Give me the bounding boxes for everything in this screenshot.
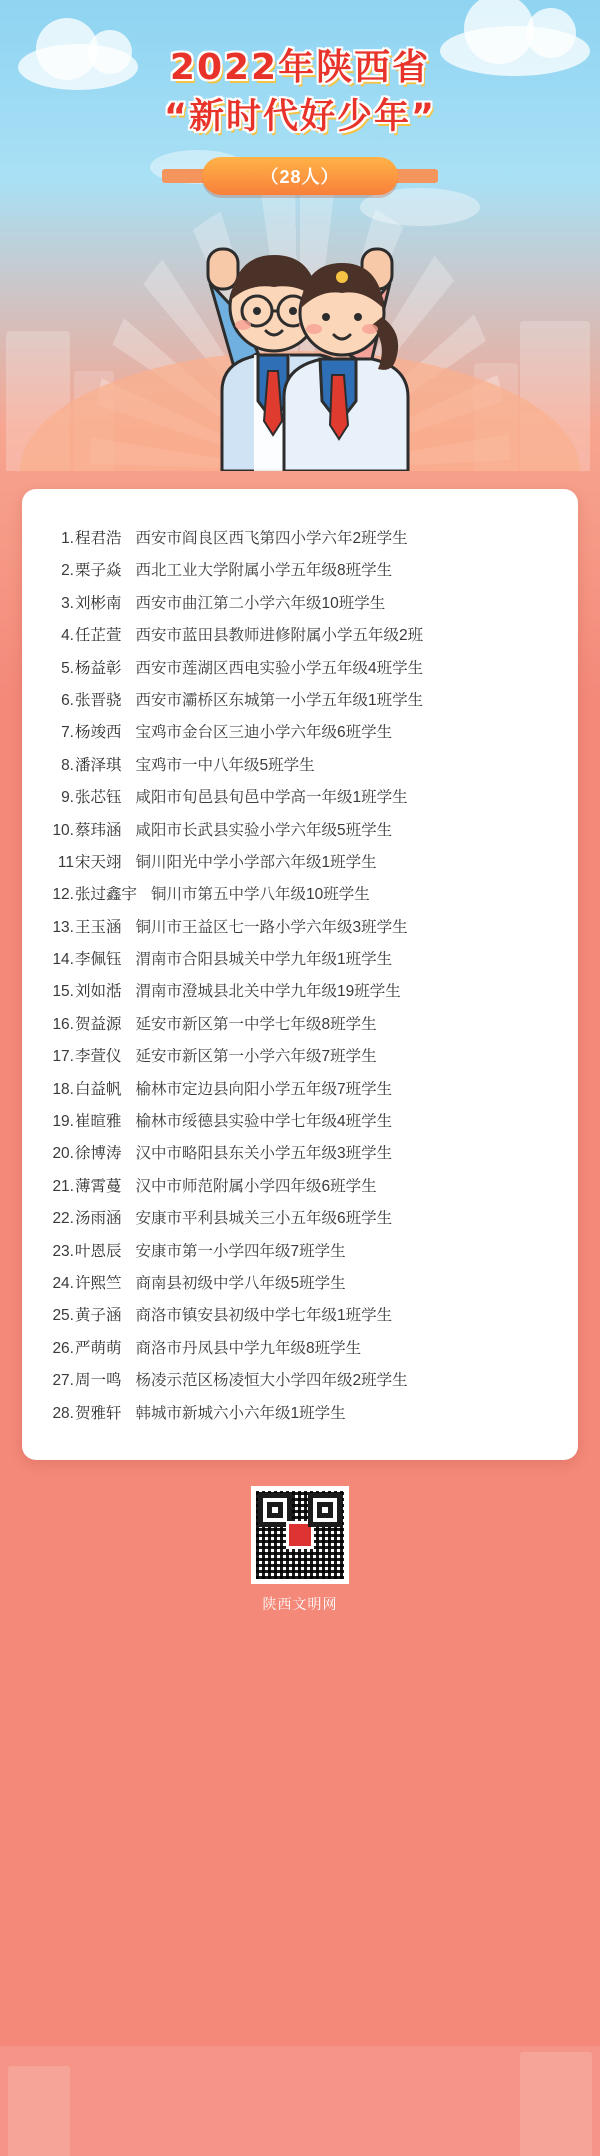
qr-code-icon[interactable]	[251, 1486, 349, 1584]
item-index: 22.	[52, 1210, 74, 1228]
page-title-line-1: 2022年陕西省	[169, 47, 431, 88]
list-item	[36, 1268, 564, 1300]
list-item	[36, 1333, 564, 1365]
list-item	[36, 976, 564, 1008]
item-name: 王玉涵	[75, 918, 122, 936]
list-item	[36, 1138, 564, 1170]
item-index: 20.	[52, 1145, 74, 1163]
list-item	[36, 750, 564, 782]
item-name: 严萌萌	[75, 1339, 122, 1357]
item-name: 白益帆	[75, 1080, 122, 1098]
poster-footer	[0, 1486, 600, 1632]
list-item	[36, 1397, 564, 1429]
poster-header	[0, 0, 600, 195]
item-name: 张过鑫宇	[75, 886, 138, 904]
item-school: 汉中市略阳县东关小学五年级3班学生	[135, 1145, 393, 1163]
list-item	[36, 1073, 564, 1105]
item-index: 6.	[61, 691, 74, 709]
item-name: 栗子焱	[75, 562, 122, 580]
item-index: 26.	[52, 1339, 74, 1357]
honoree-list	[36, 523, 564, 1430]
item-index: 7.	[61, 724, 74, 742]
item-school: 西安市阎良区西飞第四小学六年2班学生	[135, 529, 408, 547]
footer-skyline	[0, 2046, 600, 2156]
item-school: 西北工业大学附属小学五年级8班学生	[135, 562, 393, 580]
item-index: 15.	[52, 983, 74, 1001]
list-item	[36, 944, 564, 976]
item-school: 延安市新区第一小学六年级7班学生	[135, 1048, 377, 1066]
list-item	[36, 523, 564, 555]
item-name: 周一鸣	[75, 1372, 122, 1390]
list-item	[36, 1300, 564, 1332]
item-index: 11	[57, 853, 74, 871]
item-index: 21.	[52, 1177, 74, 1195]
item-name: 薄霄蔓	[75, 1177, 122, 1195]
building-shape	[520, 2052, 592, 2156]
item-name: 杨竣西	[75, 724, 122, 742]
item-name: 潘泽琪	[75, 756, 122, 774]
item-index: 17.	[52, 1048, 74, 1066]
item-school: 延安市新区第一中学七年级8班学生	[135, 1015, 377, 1033]
item-index: 23.	[52, 1242, 74, 1260]
list-item	[36, 588, 564, 620]
item-school: 铜川市第五中学八年级10班学生	[151, 886, 370, 904]
item-school: 西安市曲江第二小学六年级10班学生	[135, 594, 386, 612]
list-item	[36, 1106, 564, 1138]
item-index: 2.	[61, 562, 74, 580]
building-shape	[8, 2066, 70, 2156]
item-name: 宋天翊	[75, 853, 122, 871]
item-index: 9.	[61, 789, 74, 807]
item-name: 刘彬南	[75, 594, 122, 612]
item-index: 3.	[61, 594, 74, 612]
item-name: 程君浩	[75, 529, 122, 547]
list-item	[36, 1171, 564, 1203]
item-school: 铜川阳光中学小学部六年级1班学生	[135, 853, 377, 871]
list-item	[36, 555, 564, 587]
list-item	[36, 652, 564, 684]
item-index: 8.	[61, 756, 74, 774]
item-index: 13.	[52, 918, 74, 936]
item-name: 叶恩辰	[75, 1242, 122, 1260]
item-index: 10.	[52, 821, 74, 839]
list-item	[36, 717, 564, 749]
item-school: 榆林市定边县向阳小学五年级7班学生	[135, 1080, 393, 1098]
item-index: 27.	[52, 1372, 74, 1390]
hero-illustration	[0, 201, 600, 471]
item-school: 商洛市丹凤县中学九年级8班学生	[135, 1339, 362, 1357]
item-name: 张芯钰	[75, 789, 122, 807]
item-school: 杨凌示范区杨凌恒大小学四年级2班学生	[135, 1372, 408, 1390]
item-school: 渭南市澄城县北关中学九年级19班学生	[135, 983, 401, 1001]
list-item	[36, 911, 564, 943]
item-school: 商洛市镇安县初级中学七年级1班学生	[135, 1307, 393, 1325]
item-name: 李佩钰	[75, 951, 122, 969]
item-school: 咸阳市长武县实验小学六年级5班学生	[135, 821, 393, 839]
item-index: 14.	[52, 951, 74, 969]
item-school: 咸阳市旬邑县旬邑中学高一年级1班学生	[135, 789, 408, 807]
list-item	[36, 685, 564, 717]
item-index: 18.	[52, 1080, 74, 1098]
item-name: 贺雅轩	[75, 1404, 122, 1422]
item-school: 韩城市新城六小六年级1班学生	[135, 1404, 346, 1422]
item-index: 28.	[52, 1404, 74, 1422]
item-name: 黄子涵	[75, 1307, 122, 1325]
count-badge	[202, 157, 398, 195]
item-index: 4.	[61, 627, 74, 645]
item-name: 李萱仪	[75, 1048, 122, 1066]
item-name: 杨益彰	[75, 659, 122, 677]
list-item	[36, 1235, 564, 1267]
item-index: 5.	[61, 659, 74, 677]
item-name: 徐博涛	[75, 1145, 122, 1163]
item-name: 许熙竺	[75, 1274, 122, 1292]
honorees-card	[22, 489, 578, 1460]
page-title-line-2: “新时代好少年”	[163, 97, 436, 138]
item-school: 汉中市师范附属小学四年级6班学生	[135, 1177, 377, 1195]
item-name: 刘如湉	[75, 983, 122, 1001]
item-school: 榆林市绥德县实验中学七年级4班学生	[135, 1113, 393, 1131]
item-index: 16.	[52, 1015, 74, 1033]
item-school: 西安市蓝田县教师进修附属小学五年级2班	[135, 627, 424, 645]
item-name: 崔暄雅	[75, 1113, 122, 1131]
list-item	[36, 1041, 564, 1073]
item-school: 西安市灞桥区东城第一小学五年级1班学生	[135, 691, 424, 709]
list-item	[36, 1009, 564, 1041]
item-school: 安康市平利县城关三小五年级6班学生	[135, 1210, 393, 1228]
item-school: 安康市第一小学四年级7班学生	[135, 1242, 346, 1260]
item-name: 蔡玮涵	[75, 821, 122, 839]
item-name: 任芷萱	[75, 627, 122, 645]
item-name: 汤雨涵	[75, 1210, 122, 1228]
item-school: 商南县初级中学八年级5班学生	[135, 1274, 346, 1292]
item-index: 25.	[52, 1307, 74, 1325]
item-school: 渭南市合阳县城关中学九年级1班学生	[135, 951, 393, 969]
item-index: 19.	[52, 1113, 74, 1131]
item-index: 12.	[52, 886, 74, 904]
item-name: 张晋骁	[75, 691, 122, 709]
item-school: 宝鸡市一中八年级5班学生	[135, 756, 315, 774]
item-index: 1.	[61, 529, 74, 547]
item-school: 宝鸡市金台区三迪小学六年级6班学生	[135, 724, 393, 742]
list-item	[36, 620, 564, 652]
footer-label: 陕西文明网	[262, 1595, 338, 1612]
list-item	[36, 1365, 564, 1397]
list-item	[36, 782, 564, 814]
list-item	[36, 814, 564, 846]
list-item	[36, 847, 564, 879]
item-name: 贺益源	[75, 1015, 122, 1033]
count-badge-label: （28人）	[260, 166, 340, 187]
two-students-illustration	[150, 221, 450, 471]
list-item	[36, 1203, 564, 1235]
list-item	[36, 879, 564, 911]
item-index: 24.	[52, 1274, 74, 1292]
item-school: 铜川市王益区七一路小学六年级3班学生	[135, 918, 408, 936]
item-school: 西安市莲湖区西电实验小学五年级4班学生	[135, 659, 424, 677]
